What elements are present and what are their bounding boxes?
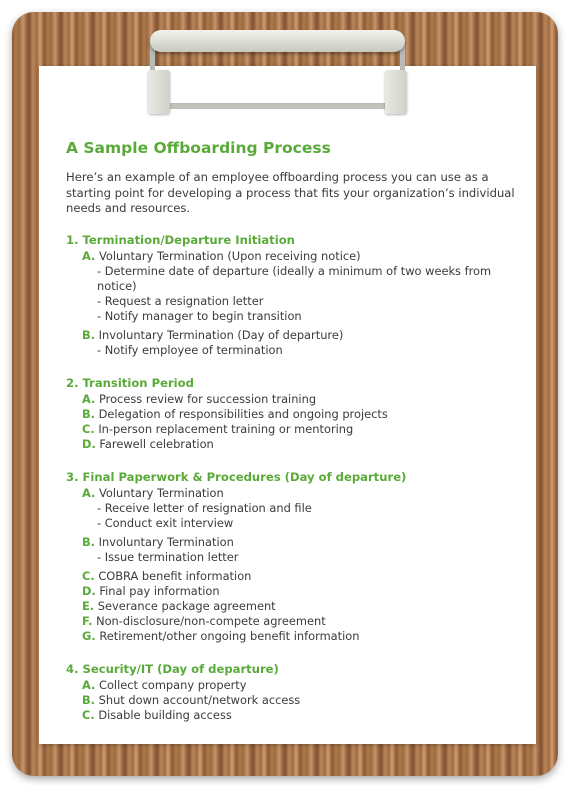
item-text: Non-disclosure/non-compete agreement xyxy=(96,613,326,628)
list-item xyxy=(66,584,526,599)
sub-item: - Issue termination letter xyxy=(97,549,239,564)
item-letter: C. xyxy=(82,707,95,722)
item-letter: G. xyxy=(82,628,96,643)
page-title: A Sample Offboarding Process xyxy=(66,139,331,157)
list-item xyxy=(66,708,526,723)
document-content xyxy=(66,138,526,741)
list-item xyxy=(66,678,526,693)
list-item xyxy=(66,599,526,614)
list-item xyxy=(66,249,526,264)
clip-bar xyxy=(150,30,405,52)
item-text: Collect company property xyxy=(98,677,247,692)
item-text: COBRA benefit information xyxy=(98,568,252,583)
item-letter: E. xyxy=(82,598,95,613)
item-text: Farewell celebration xyxy=(99,436,214,451)
item-text: Severance package agreement xyxy=(97,598,276,613)
section-final-paperwork xyxy=(66,470,526,644)
item-letter: B. xyxy=(82,406,96,421)
list-item xyxy=(66,693,526,708)
item-letter: B. xyxy=(82,327,96,342)
list-item xyxy=(66,569,526,584)
item-text: Delegation of responsibilities and ongoing projects xyxy=(98,406,388,421)
list-item xyxy=(66,614,526,629)
clip-foot-right xyxy=(385,70,407,114)
item-text: Voluntary Termination (Upon receiving notice) xyxy=(98,248,361,263)
section-heading: 2. Transition Period xyxy=(66,375,194,390)
item-letter: B. xyxy=(82,534,96,549)
item-letter: D. xyxy=(82,436,96,451)
sub-item: - Request a resignation letter xyxy=(97,293,264,308)
sub-item: - Receive letter of resignation and file xyxy=(97,500,312,515)
clip-rail xyxy=(160,104,396,109)
item-text: In-person replacement training or mentoring xyxy=(98,421,354,436)
list-item xyxy=(66,629,526,644)
sub-item: - Notify employee of termination xyxy=(97,342,283,357)
list-item xyxy=(66,392,526,407)
item-text: Disable building access xyxy=(98,707,232,722)
list-item xyxy=(66,407,526,422)
list-item xyxy=(66,535,526,550)
intro-paragraph: Here’s an example of an employee offboarding process you can use as a starting point for developing a process that fits your organization’s individual needs and resources. xyxy=(66,170,515,215)
item-letter: B. xyxy=(82,692,96,707)
item-text: Final pay information xyxy=(99,583,220,598)
item-text: Involuntary Termination (Day of departure) xyxy=(98,327,344,342)
section-heading: 3. Final Paperwork & Procedures (Day of departure) xyxy=(66,469,407,484)
section-termination xyxy=(66,233,526,358)
item-text: Voluntary Termination xyxy=(98,485,224,500)
sub-item: - Determine date of departure (ideally a minimum of two weeks from notice) xyxy=(97,263,492,293)
list-item xyxy=(66,422,526,437)
item-letter: A. xyxy=(82,485,96,500)
list-item xyxy=(66,437,526,452)
sub-item: - Notify manager to begin transition xyxy=(97,308,302,323)
item-letter: A. xyxy=(82,391,96,406)
item-letter: A. xyxy=(82,677,96,692)
section-heading: 1. Termination/Departure Initiation xyxy=(66,232,295,247)
section-security-it xyxy=(66,662,526,723)
item-text: Retirement/other ongoing benefit information xyxy=(99,628,360,643)
clip-foot-left xyxy=(148,70,170,114)
item-letter: F. xyxy=(82,613,93,628)
section-heading: 4. Security/IT (Day of departure) xyxy=(66,661,279,676)
list-item xyxy=(66,328,526,343)
item-letter: C. xyxy=(82,568,95,583)
sub-item: - Conduct exit interview xyxy=(97,515,234,530)
section-transition xyxy=(66,376,526,452)
list-item xyxy=(66,486,526,501)
clip-wire xyxy=(150,44,405,108)
item-letter: C. xyxy=(82,421,95,436)
item-text: Process review for succession training xyxy=(98,391,317,406)
item-text: Involuntary Termination xyxy=(98,534,234,549)
item-letter: D. xyxy=(82,583,96,598)
item-text: Shut down account/network access xyxy=(98,692,301,707)
item-letter: A. xyxy=(82,248,96,263)
